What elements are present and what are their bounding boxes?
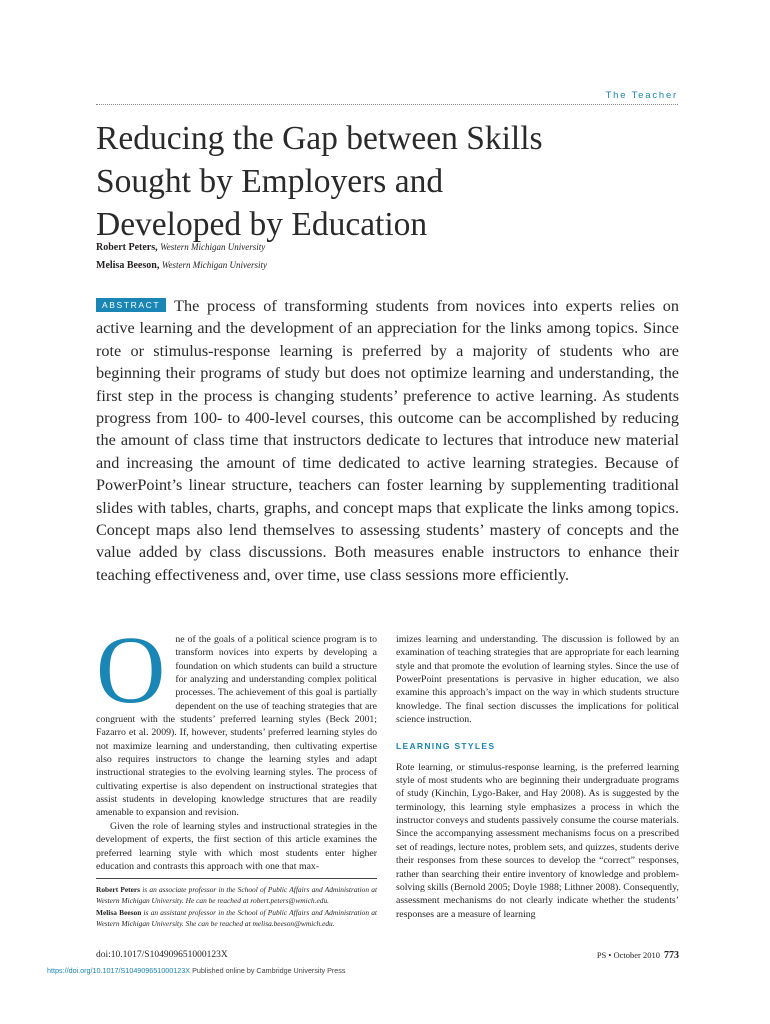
doi-link[interactable]: https://doi.org/10.1017/S104909651000123X	[47, 966, 191, 975]
section-heading: LEARNING STYLES	[396, 741, 496, 752]
author-affiliation: Western Michigan University	[160, 242, 266, 252]
drop-cap: O	[96, 616, 166, 723]
body-paragraph: Rote learning, or stimulus-response learning, is the preferred learning style of most students who are beginning their undergraduate programs of study (Kinchin, Lygo-Baker, and Hay 2008). As is suggested by the terminology, this learning style emphasizes a process in which the instructor conveys and students passively consume the course materials. Since the accompanying assessment mechanisms focus on a prescribed set of readings, lecture notes, problem sets, and quizzes, students derive their responses from these sources to develop the “correct” responses, rather than searching their entire inventory of knowledge and problem-solving skills (Bernold 2005; Doyle 1988; Lithner 2008). Consequently, assessment mechanisms do not clearly indicate whether the students’ responses are a measure of learning	[396, 761, 679, 920]
body-paragraph: O ne of the goals of a political science program is to transform novices into experts by developing a foundation on which students can build a structure for analyzing and understanding complex political processes. The achievement of this goal is partially dependent on the use of teaching strategies that are congruent with the students’ preferred learning styles (Beck 2001; Fazarro et al. 2009). If, however, students’ preferred learning styles do not maximize learning and understanding, then cultivating expertise also requires instructors to change the learning styles and adapt instructional strategies to the evolving learning styles. The process of cultivating expertise is also dependent on instructional strategies that assist students in developing knowledge structures that are readily amenable to expansion and revision.	[96, 616, 377, 819]
header-rule	[96, 104, 678, 105]
footnote: Melisa Beeson is an assistant professor in the School of Public Affairs and Administration at Western Michigan University. She can be reached at melisa.beeson@wmich.edu.	[96, 907, 377, 929]
abstract-label: ABSTRACT	[96, 298, 166, 312]
page-number: 773	[664, 950, 679, 961]
author-name: Robert Peters,	[96, 242, 158, 253]
journal-issue: PS • October 2010	[596, 950, 660, 960]
footnote-rule	[96, 878, 377, 879]
title-line: Sought by Employers and	[96, 163, 444, 200]
body-paragraph: Given the role of learning styles and instructional strategies in the development of experts, the first section of this article examines the preferred learning style with which most students enter higher education and contrasts this approach with one that max-	[96, 820, 377, 872]
author-name: Melisa Beeson,	[96, 260, 160, 271]
author-line	[96, 240, 265, 255]
publisher-note: Published online by Cambridge University Press	[190, 966, 346, 975]
author-footnotes	[96, 884, 377, 930]
journal-footer	[560, 950, 679, 961]
footnote: Robert Peters is an associate professor in the School of Public Affairs and Administration at Western Michigan University. He can be reached at robert.peters@wmich.edu.	[96, 885, 377, 906]
doi-label: doi:10.1017/S104909651000123X	[96, 950, 228, 960]
author-line	[96, 258, 267, 273]
author-affiliation: Western Michigan University	[161, 260, 267, 270]
section-tag: The Teacher	[605, 90, 678, 101]
body-column-left	[96, 616, 377, 873]
abstract	[96, 295, 679, 586]
publisher-line	[47, 966, 345, 975]
abstract-text: The process of transforming students from novices into experts relies on active learning and the development of an appreciation for the links among topics. Since rote or stimulus-response learning is preferred by a majority of students who are beginning their programs of study but does not optimize learning and understanding, the first step in the process is changing students’ preference to active learning. As students progress from 100- to 400-level courses, this outcome can be accomplished by reducing the amount of class time that instructors dedicate to lectures that introduce new material and increasing the amount of time dedicated to active learning strategies. Because of PowerPoint’s linear structure, teachers can foster learning by supplementing traditional slides with tables, charts, graphs, and concept maps that explicate the links among topics. Concept maps also lend themselves to assessing students’ mastery of concepts and the value added by class discussions. Both measures enable instructors to enhance their teaching effectiveness and, over time, use class sessions more efficiently.	[96, 297, 679, 584]
body-column-right	[396, 633, 679, 921]
title-line: Developed by Education	[96, 206, 428, 243]
body-paragraph: imizes learning and understanding. The discussion is followed by an examination of teaching strategies that are appropriate for each learning style and that promote the evolution of learning styles. Since the use of PowerPoint presentations is pervasive in higher education, we also examine this approach’s impact on the way in which students structure knowledge. The final section discusses the implications for political science instruction.	[396, 634, 679, 726]
title-line: Reducing the Gap between Skills	[96, 120, 543, 157]
article-title	[96, 117, 676, 246]
